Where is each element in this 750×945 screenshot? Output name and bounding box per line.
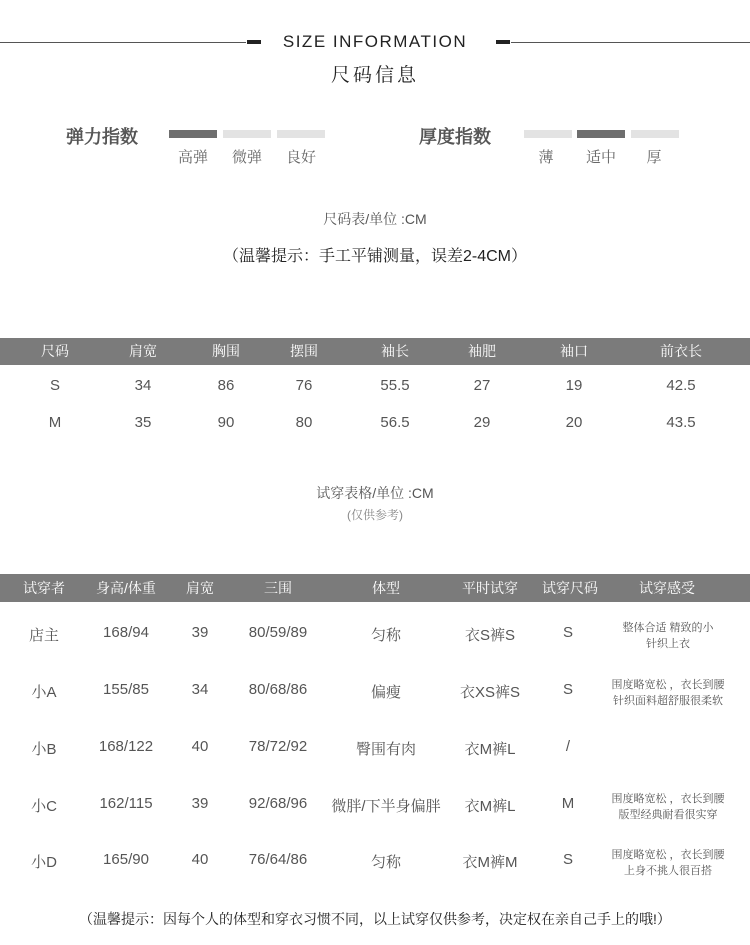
try-row-5-shoulder: 40 [191,851,209,868]
try-row-5-measurements: 76/64/86 [248,851,308,868]
try-row-2-body-type: 偏瘦 [370,684,401,701]
size-row-m-sleeve-width: 29 [473,414,491,431]
thickness-option-thick: 厚 [646,149,662,166]
size-row-s-front-length: 42.5 [666,377,696,394]
size-header-hem: 摆围 [290,343,318,359]
try-row-4-measurements: 92/68/96 [248,795,308,812]
header-dash-right [496,40,510,44]
try-table-subcaption: (仅供参考) [347,508,403,522]
size-table-header [0,338,750,365]
try-header-height-weight: 身高/体重 [96,580,156,596]
size-table-note: （温馨提示：手工平铺测量，误差2-4CM） [222,248,527,265]
size-row-s-sleeve-length: 55.5 [380,377,410,394]
size-row-s-sleeve-width: 27 [473,377,491,394]
try-row-2-feeling: 围度略宽松 ，衣长到腰 针织面料超舒服很柔软 [611,679,725,707]
try-row-1-feeling: 整体合适 精致的小 针织上衣 [622,622,714,650]
thickness-option-medium: 适中 [585,149,616,166]
try-row-4-tester: 小C [31,798,57,815]
try-header-body-type: 体型 [372,580,400,596]
try-header-measurements: 三围 [264,580,292,596]
try-row-1-height-weight: 168/94 [103,624,149,641]
try-header-feeling: 试穿感受 [639,580,695,596]
thickness-bar-thick [631,130,679,138]
try-table-header [0,574,750,602]
size-row-m-hem: 80 [295,414,313,431]
thickness-bar-thin [524,130,572,138]
try-row-3-shoulder: 40 [191,738,209,755]
size-row-m-chest: 90 [217,414,235,431]
size-row-m-cuff: 20 [565,414,583,431]
try-header-tester: 试穿者 [23,580,65,596]
elasticity-bar-micro [223,130,271,138]
try-row-3-body-type: 臀围有肉 [355,741,416,758]
try-row-4-height-weight: 162/115 [99,795,153,812]
size-row-m-shoulder: 35 [134,414,152,431]
size-header-sleeve-length: 袖长 [381,343,409,359]
try-row-1-tried-size: S [562,624,573,641]
size-header-sleeve-width: 袖肥 [468,343,496,359]
size-row-s-shoulder: 34 [134,377,152,394]
size-row-m-front-length: 43.5 [666,414,696,431]
elasticity-option-high: 高弹 [177,149,208,166]
size-table-caption: 尺码表/单位 :CM [323,211,427,227]
try-row-3-tried-size: / [565,738,571,755]
try-row-1-usual-size: 衣S裤S [464,627,515,644]
size-row-m-size: M [48,414,62,431]
try-row-3-tester: 小B [31,741,57,758]
size-header-size: 尺码 [41,343,69,359]
try-header-tried-size: 试穿尺码 [542,580,598,596]
try-row-5-feeling: 围度略宽松 ，衣长到腰 上身不挑人很百搭 [611,849,725,877]
try-row-3-measurements: 78/72/92 [248,738,308,755]
thickness-label: 厚度指数 [419,127,491,147]
try-row-2-usual-size: 衣XS裤S [459,684,520,701]
try-row-5-body-type: 匀称 [370,854,401,871]
elasticity-option-good: 良好 [285,149,316,166]
size-row-s-hem: 76 [295,377,313,394]
try-header-shoulder: 肩宽 [186,580,214,596]
try-row-5-usual-size: 衣M裤M [462,854,518,871]
footer-note: （温馨提示：因每个人的体型和穿衣习惯不同，以上试穿仅供参考，决定权在亲自己手上的哦!） [79,911,671,927]
try-row-4-feeling: 围度略宽松 ，衣长到腰 版型经典耐看很实穿 [611,793,725,821]
try-row-2-shoulder: 34 [191,681,209,698]
elasticity-bar-high [169,130,217,138]
try-row-1-measurements: 80/59/89 [248,624,308,641]
size-row-s-chest: 86 [217,377,235,394]
thickness-bar-medium [577,130,625,138]
try-row-4-usual-size: 衣M裤L [464,798,516,815]
try-row-5-tester: 小D [31,854,57,871]
size-header-shoulder: 肩宽 [129,343,157,359]
try-row-3-usual-size: 衣M裤L [464,741,516,758]
size-row-s-size: S [49,377,60,394]
try-row-2-tester: 小A [31,684,57,701]
try-row-2-height-weight: 155/85 [103,681,149,698]
size-row-s-cuff: 19 [565,377,583,394]
header-line-right [511,42,750,43]
elasticity-bar-good [277,130,325,138]
try-row-5-tried-size: S [562,851,573,868]
try-row-4-body-type: 微胖/下半身偏胖 [331,798,441,815]
size-header-chest: 胸围 [212,343,240,359]
page-title-cn: 尺码信息 [330,65,419,86]
try-row-2-measurements: 80/68/86 [248,681,308,698]
elasticity-option-micro: 微弹 [231,149,262,166]
try-header-usual-size: 平时试穿 [462,580,518,596]
size-header-front-length: 前衣长 [660,343,702,359]
try-row-4-shoulder: 39 [191,795,209,812]
try-row-1-body-type: 匀称 [370,627,401,644]
try-table-caption: 试穿表格/单位 :CM [316,485,434,501]
elasticity-label: 弹力指数 [66,127,138,147]
page-title-en: SIZE INFORMATION [282,32,468,51]
try-row-4-tried-size: M [561,795,575,812]
try-row-1-shoulder: 39 [191,624,209,641]
try-row-3-height-weight: 168/122 [98,738,154,755]
size-row-m-sleeve-length: 56.5 [380,414,410,431]
thickness-option-thin: 薄 [538,149,554,166]
try-row-1-tester: 店主 [28,627,59,644]
size-header-cuff: 袖口 [560,343,588,359]
try-row-2-tried-size: S [562,681,573,698]
try-row-5-height-weight: 165/90 [103,851,149,868]
